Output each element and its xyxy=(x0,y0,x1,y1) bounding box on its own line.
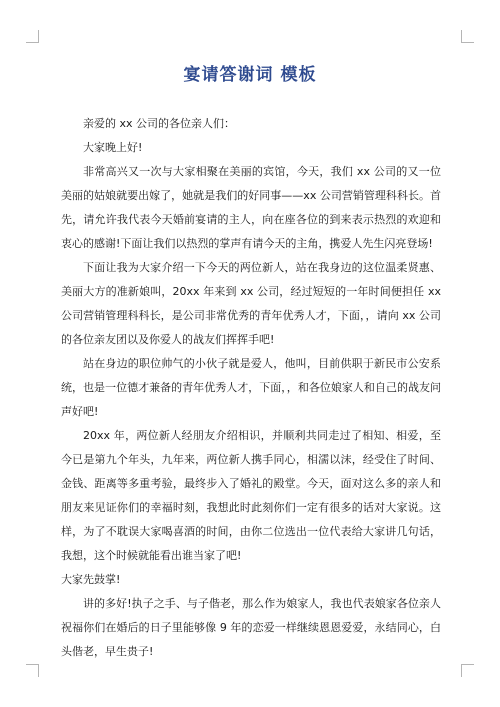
crop-mark-top-right xyxy=(461,30,474,43)
salutation: 亲爱的 xx 公司的各位亲人们： xyxy=(83,117,236,130)
paragraph-2: 下面让我为大家介绍一下今天的两位新人，站在我身边的这位温柔贤惠、美丽大方的准新娘叫，20xx 年来到 xx 公司，经过短短的一年时间便担任 xx 公司营销管理科科长，是公司非常优秀的青年优秀人才，下面，，请向 xx 公司的各位亲友团以及你爱人的战友们挥挥手吧! xyxy=(61,261,441,346)
crop-mark-bottom-right xyxy=(461,664,474,677)
paragraph-5: 大家先鼓掌! xyxy=(61,573,121,586)
greeting: 大家晚上好! xyxy=(83,141,143,154)
paragraph-3: 站在身边的职位帅气的小伙子就是爱人，他叫，目前供职于新民市公安系统，也是一位德才兼备的青年优秀人才，下面，，和各位娘家人和自己的战友问声好吧! xyxy=(61,357,441,418)
crop-mark-bottom-left xyxy=(26,664,39,677)
paragraph-4: 20xx 年，两位新人经朋友介绍相识，并顺利共同走过了相知、相爱，至今已是第九个年头，九年来，两位新人携手同心，相濡以沫，经受住了时间、金钱、距离等多重考验，最终步入了婚礼的殿堂。今天，面对这么多的亲人和朋友来见证你们的幸福时刻，我想此时此刻你们一定有很多的话对大家说。这样，为了不耽误大家喝喜酒的时间，由你二位选出一位代表给大家讲几句话，我想，这个时候就能看出谁当家了吧! xyxy=(61,429,441,562)
paragraph-6: 讲的多好!执子之手、与子偕老，那么作为娘家人，我也代表娘家各位亲人祝福你们在婚后的日子里能够像 9 年的恋爱一样继续恩恩爱爱，永结同心，白头偕老，早生贵子! xyxy=(61,597,441,658)
document-title: 宴请答谢词 模板 xyxy=(183,65,317,85)
paragraph-1: 非常高兴又一次与大家相聚在美丽的宾馆，今天，我们 xx 公司的又一位美丽的姑娘就要出嫁了，她就是我们的好同事——xx 公司营销管理科科长。首先，请允许我代表今天婚前宴请的主人，向在座各位的到来表示热烈的欢迎和衷心的感谢!下面让我们以热烈的掌声有请今天的主角，携爱人先生闪亮登场! xyxy=(61,165,441,250)
document-body xyxy=(61,112,441,664)
crop-mark-top-left xyxy=(26,30,39,43)
